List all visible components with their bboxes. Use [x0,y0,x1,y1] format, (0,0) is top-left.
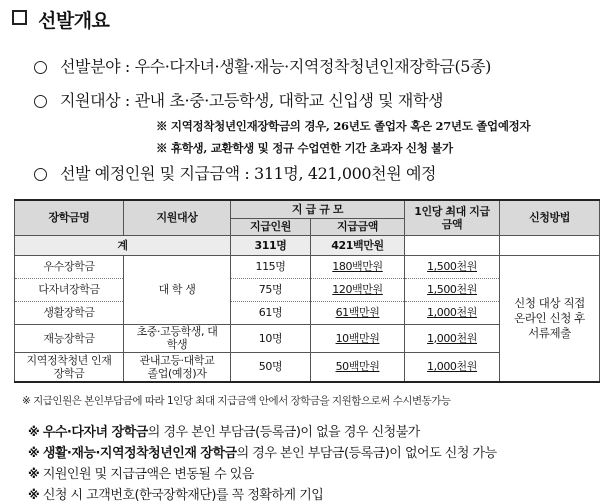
bullet-note [28,442,497,461]
total-persons: 311명 [231,235,311,255]
overview-value: 311명, 421,000천원 예정 [254,164,437,183]
header-amount: 지급금액 [311,218,405,235]
row-persons: 115명 [231,255,311,278]
bullet-text: 지원인원 및 지급금액은 변동될 수 있음 [42,467,254,482]
row-persons: 50명 [231,352,311,382]
section-checkbox-icon [12,10,27,25]
bullet-bold: 우수·다자녀 장학금 [42,425,148,440]
reference-mark-icon: ※ [28,446,40,460]
bullet-note [28,463,254,482]
bullet-text: 신청 시 고객번호(한국장학재단)를 꼭 정확하게 기입 [42,488,324,503]
header-max: 1인당 최대 지급금액 [405,200,500,235]
bullet-note [28,484,323,503]
header-method: 신청방법 [500,200,600,235]
overview-line-field [60,54,491,77]
bullet-note [28,421,420,440]
table-footnote: ※ 지급인원은 본인부담금에 따라 1인당 최대 지급금액 안에서 장학금을 지원함으로써 수시변동가능 [22,395,451,407]
overview-value: 관내 초·중·고등학생, 대학교 신입생 및 재학생 [134,91,444,110]
note-regional: ※ 지역정착청년인재장학금의 경우, 26년도 졸업자 혹은 27년도 졸업예정자 [156,119,531,133]
row-amount: 61백만원 [335,306,380,319]
bullet-text: 의 경우 본인 부담금(등록금)이 없을 경우 신청불가 [147,425,420,440]
overview-line-amount [60,161,436,184]
total-amount: 421백만원 [311,235,405,255]
bullet-bold: 생활·재능·지역정착청년인재 장학금 [42,446,237,461]
row-persons: 75명 [231,278,311,301]
row-max: 1,000천원 [427,360,477,373]
header-scale: 지 급 규 모 [231,200,405,218]
row-persons: 10명 [231,324,311,352]
reference-mark-icon: ※ [28,467,40,481]
overview-label: 선발분야 : [60,57,130,76]
row-amount: 50백만원 [335,360,380,373]
row-max: 1,000천원 [427,331,477,345]
total-row [15,235,600,255]
merged-target: 대 학 생 [124,255,231,324]
bullet-text: 의 경우 본인 부담금(등록금)이 없어도 신청 가능 [236,446,497,461]
row-name: 재능장학금 [15,324,124,352]
reference-mark-icon: ※ [28,488,40,502]
row-max: 1,500천원 [427,283,477,296]
row-name: 생활장학금 [15,301,124,324]
overview-label: 선발 예정인원 및 지급금액 : [60,164,250,183]
total-method-empty [500,235,600,255]
header-target: 지원대상 [124,200,231,235]
row-persons: 61명 [231,301,311,324]
row-amount: 10백만원 [335,331,380,345]
row-target: 초중·고등학생, 대학생 [124,324,231,352]
row-name: 다자녀장학금 [15,278,124,301]
circle-bullet-icon [34,61,47,74]
overview-value: 우수·다자녀·생활·재능·지역정착청년인재장학금(5종) [134,57,491,76]
row-amount: 120백만원 [332,283,383,296]
section-title: 선발개요 [38,10,110,32]
row-name: 우수장학금 [15,255,124,278]
row-max: 1,000천원 [427,306,477,319]
circle-bullet-icon [34,95,47,108]
row-target: 관내고등·대학교 졸업(예정)자 [124,352,231,382]
header-name: 장학금명 [15,200,124,235]
row-max: 1,500천원 [427,260,477,273]
method-cell: 신청 대상 직접 온라인 신청 후 서류제출 [500,255,600,382]
circle-bullet-icon [34,168,47,181]
total-label: 계 [15,235,231,255]
row-name: 지역정착청년 인재장학금 [15,352,124,382]
row-amount: 180백만원 [332,260,383,273]
note-ineligible: ※ 휴학생, 교환학생 및 정규 수업연한 기간 초과자 신청 불가 [156,141,453,155]
overview-label: 지원대상 : [60,91,130,110]
scholarship-table [14,199,600,383]
header-persons: 지급인원 [231,218,311,235]
table-row [15,255,600,278]
total-max-empty [405,235,500,255]
overview-line-target [60,88,443,111]
reference-mark-icon: ※ [28,425,40,439]
